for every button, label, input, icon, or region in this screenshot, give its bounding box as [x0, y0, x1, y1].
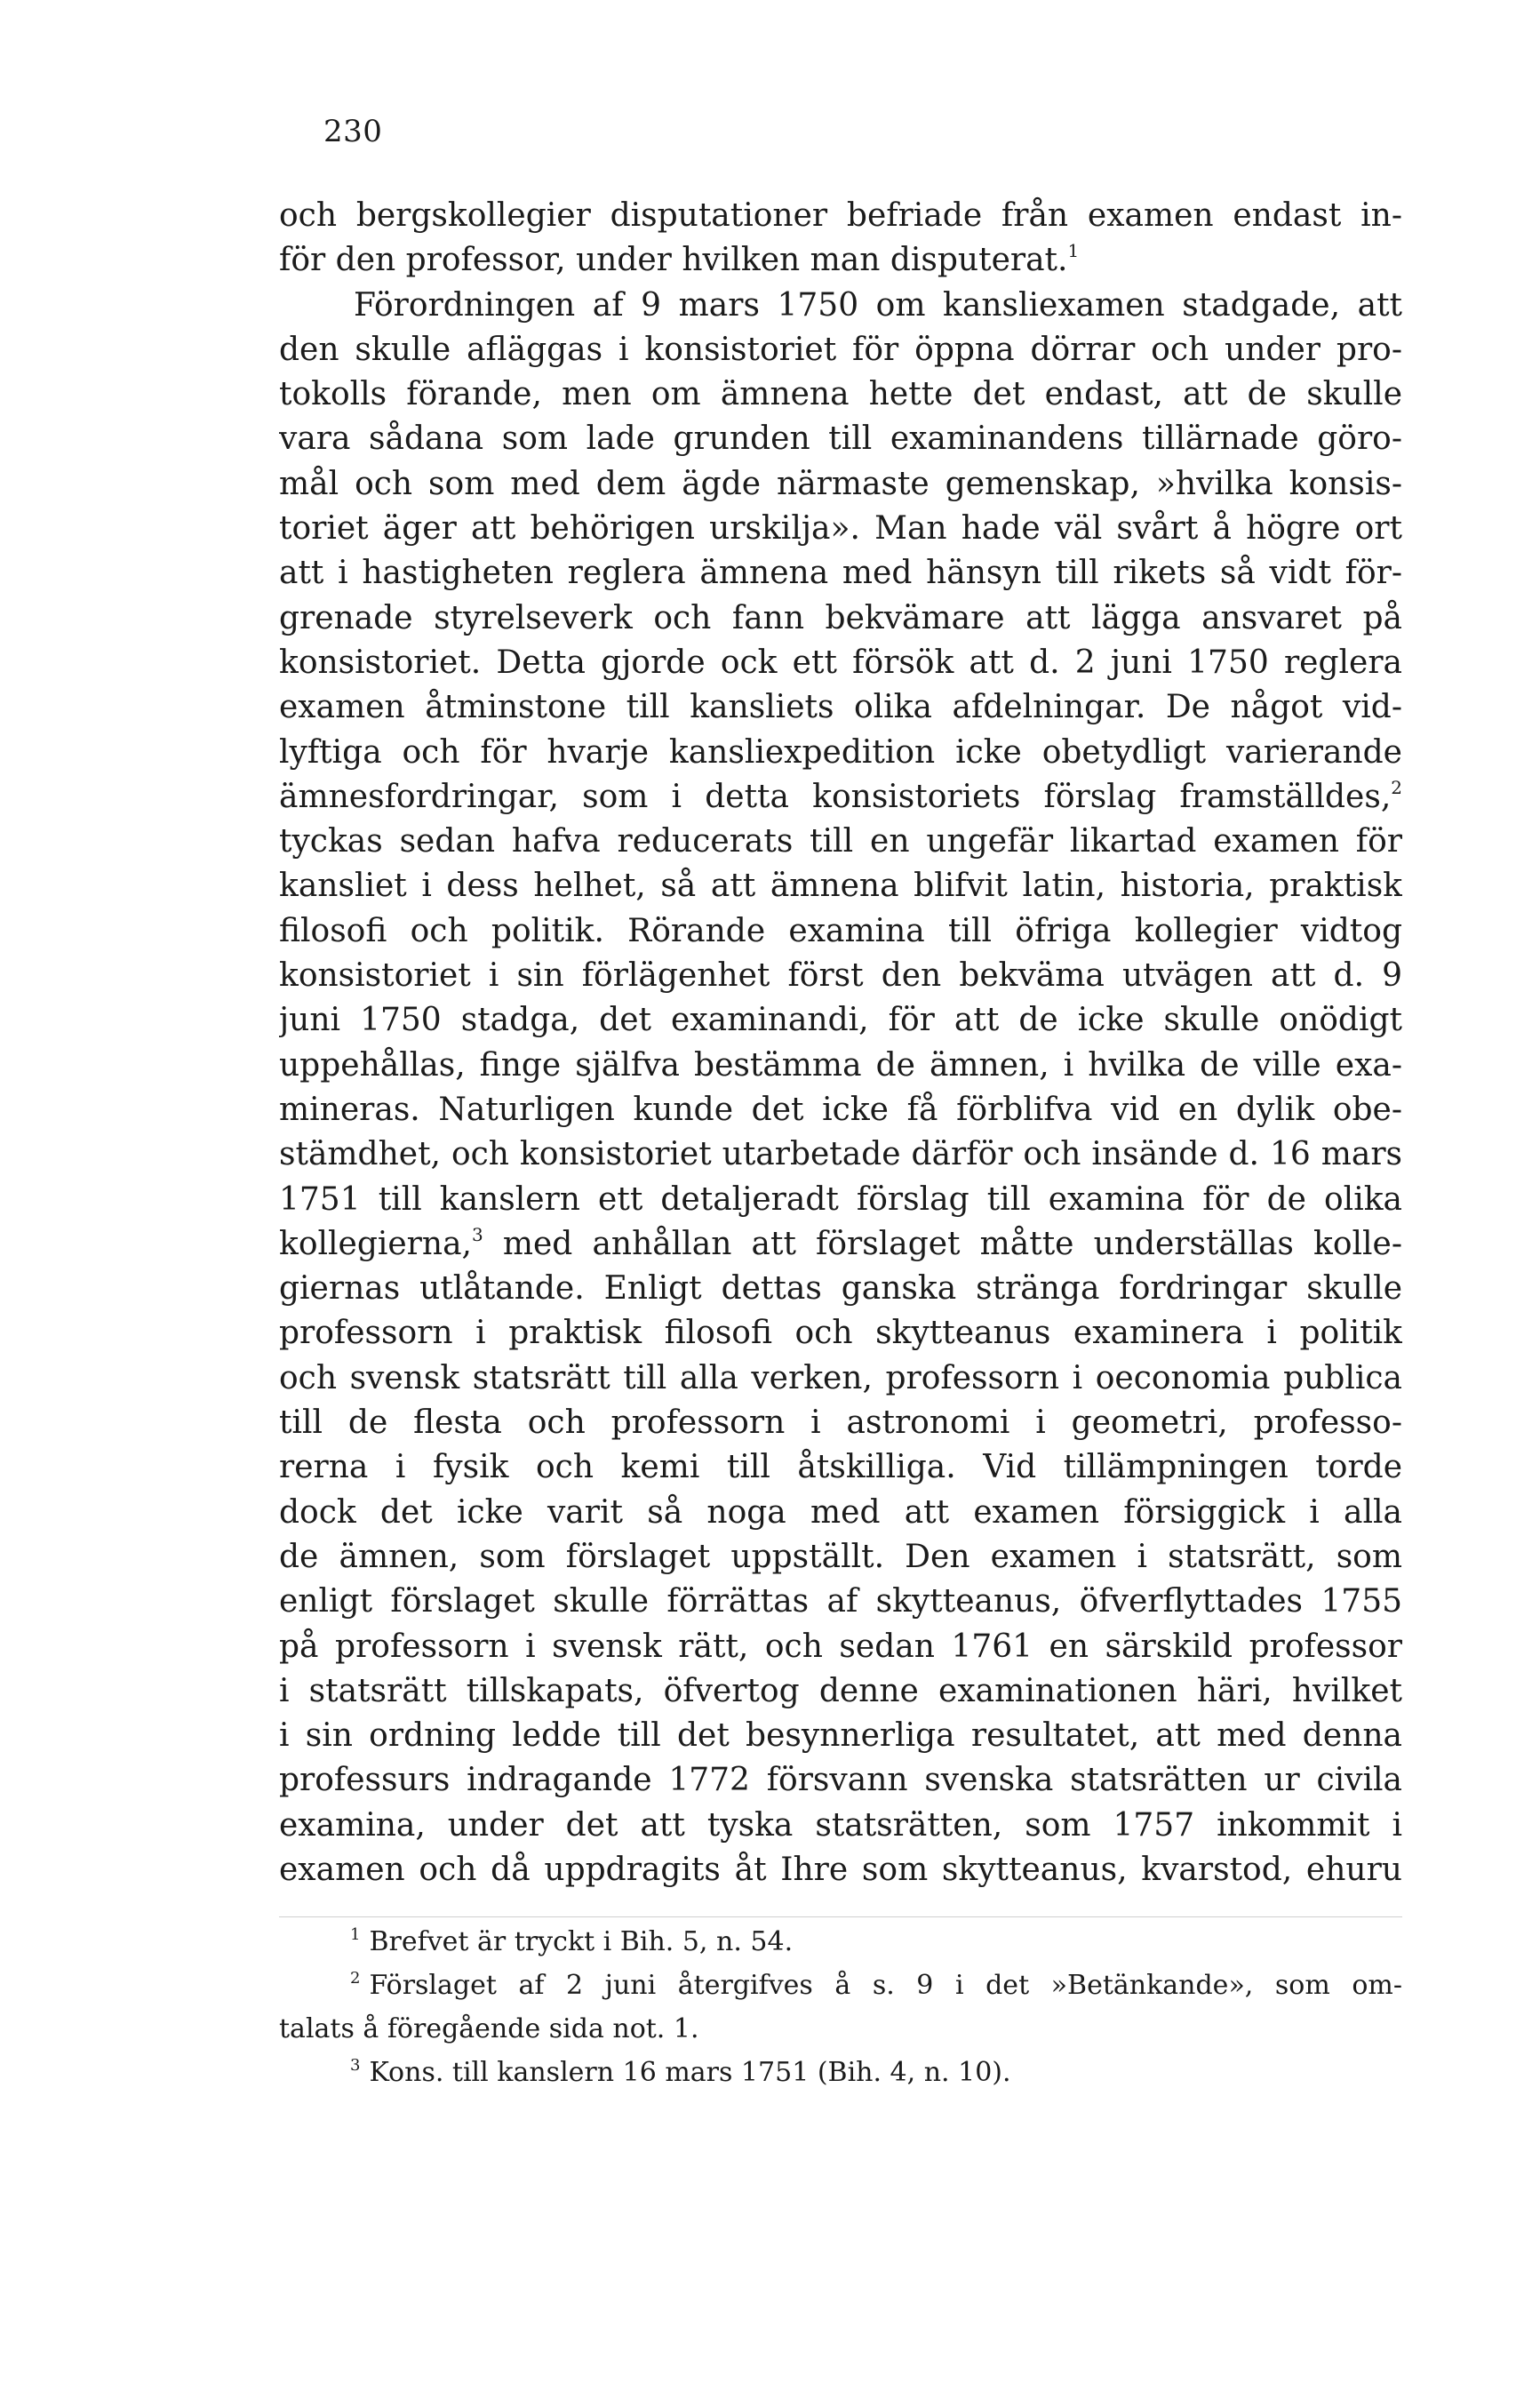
text-line [279, 864, 1402, 908]
footnote-marker: 2 [350, 1969, 361, 1988]
text-line [279, 372, 1402, 417]
text-line-content: dock det icke varit så noga med att examen försiggick i alla [279, 1493, 1402, 1531]
text-line-content: kollegierna, [279, 1225, 472, 1262]
text-line [279, 1356, 1402, 1401]
text-line [279, 1580, 1402, 1624]
footnote-marker: 1 [350, 1925, 361, 1944]
text-line [279, 1491, 1402, 1535]
text-line [279, 775, 1402, 820]
text-line [279, 1758, 1402, 1803]
text-line [279, 1445, 1402, 1490]
text-line [279, 1044, 1402, 1088]
footnote-line [279, 2051, 1402, 2094]
text-line-continuation: med anhållan att förslaget måtte underställas kolle- [483, 1225, 1402, 1262]
text-line-content: i sin ordning ledde till det besynnerliga resultatet, att med denna [279, 1717, 1402, 1755]
text-line-content: för den professor, under hvilken man disputerat. [279, 242, 1068, 279]
text-line [279, 731, 1402, 775]
text-line-content: att i hastigheten reglera ämnena med hänsyn till rikets så vidt för- [279, 555, 1402, 592]
footnote-text: talats å föregående sida not. 1. [279, 2013, 699, 2044]
text-line-content: lyftiga och för hvarje kansliexpedition icke obetydligt varierande [279, 733, 1402, 771]
text-line-content: enligt förslaget skulle förrättas af skytteanus, öfverflyttades 1755 [279, 1583, 1402, 1620]
text-line-content: i statsrätt tillskapats, öfvertog denne examinationen häri, hvilket [279, 1672, 1402, 1709]
footnote-text: Kons. till kanslern 16 mars 1751 (Bih. 4, n. 10). [369, 2057, 1011, 2088]
text-line [279, 1535, 1402, 1580]
text-line-content: kansliet i dess helhet, så att ämnena blifvit latin, historia, praktisk [279, 868, 1402, 905]
text-line-content: rerna i fysik och kemi till åtskilliga. Vid tillämpningen torde [279, 1449, 1402, 1486]
text-line-content: toriet äger att behörigen urskilja». Man hade väl svårt å högre ort [279, 510, 1402, 548]
footnote-text: Brefvet är tryckt i Bih. 5, n. 54. [369, 1926, 794, 1957]
footnote-line [279, 2007, 1402, 2051]
text-line-content: mål och som med dem ägde närmaste gemenskap, »hvilka konsis- [279, 465, 1402, 502]
text-line [279, 417, 1402, 461]
text-line [279, 551, 1402, 596]
text-line [279, 1178, 1402, 1222]
footnote-marker: 3 [350, 2056, 361, 2075]
text-line [279, 954, 1402, 998]
text-line-content: tyckas sedan hafva reducerats till en ungefär likartad examen för [279, 823, 1402, 860]
text-line-content: stämdhet, och konsistoriet utarbetade därför och insände d. 16 mars [279, 1136, 1402, 1173]
text-line [279, 998, 1402, 1043]
text-line-content: mineras. Naturligen kunde det icke få förblifva vid en dylik obe- [279, 1091, 1402, 1128]
footnote-reference: 3 [471, 1223, 483, 1245]
text-line-content: Förordningen af 9 mars 1750 om kansliexamen stadgade, att [354, 286, 1402, 324]
text-line [279, 1088, 1402, 1132]
text-line [279, 1311, 1402, 1356]
footnote-separator [279, 1916, 1402, 1917]
footnote-text: Förslaget af 2 juni återgifves å s. 9 i det »Betänkande», som om- [369, 1970, 1402, 2001]
text-line [279, 284, 1402, 328]
body-text [279, 194, 1402, 1892]
text-line [279, 1625, 1402, 1669]
text-line-content: grenade styrelseverk och fann bekvämare att lägga ansvaret på [279, 599, 1402, 636]
text-line-content: till de flesta och professorn i astronomi i geometri, professo- [279, 1404, 1402, 1442]
text-line [279, 1222, 1402, 1267]
text-line [279, 1132, 1402, 1177]
footnote-line [279, 1964, 1402, 2007]
text-line-content: filosofi och politik. Rörande examina till öfriga kollegier vidtog [279, 912, 1402, 949]
text-line [279, 909, 1402, 954]
text-line-content: examina, under det att tyska statsrätten, som 1757 inkommit i [279, 1806, 1402, 1844]
text-line [279, 1669, 1402, 1714]
text-line [279, 641, 1402, 685]
text-line [279, 194, 1402, 238]
text-line-content: examen och då uppdragits åt Ihre som skytteanus, kvarstod, ehuru [279, 1851, 1402, 1888]
text-line-content: de ämnen, som förslaget uppställt. Den examen i statsrätt, som [279, 1538, 1402, 1575]
text-line-content: och bergskollegier disputationer befriade från examen endast in- [279, 197, 1402, 234]
text-line [279, 596, 1402, 641]
text-line [279, 238, 1402, 283]
text-line-content: och svensk statsrätt till alla verken, professorn i oeconomia publica [279, 1359, 1402, 1396]
text-line-content: konsistoriet i sin förlägenhet först den bekväma utvägen att d. 9 [279, 957, 1402, 995]
text-line [279, 462, 1402, 507]
text-line [279, 1401, 1402, 1445]
footnotes [279, 1920, 1402, 2094]
text-line [279, 1714, 1402, 1758]
text-line-content: ämnesfordringar, som i detta konsistoriets förslag framställdes, [279, 778, 1392, 815]
text-line-content: på professorn i svensk rätt, och sedan 1761 en särskild professor [279, 1628, 1402, 1665]
footnote-line [279, 1920, 1402, 1964]
footnote-reference: 1 [1067, 240, 1080, 262]
text-line-content: den skulle afläggas i konsistoriet för öppna dörrar och under pro- [279, 331, 1402, 368]
text-line-content: konsistoriet. Detta gjorde ock ett försök att d. 2 juni 1750 reglera [279, 644, 1402, 681]
text-line [279, 507, 1402, 551]
text-line-content: uppehållas, finge själfva bestämma de ämnen, i hvilka de ville exa- [279, 1046, 1402, 1084]
text-line [279, 1848, 1402, 1892]
text-line-content: professorn i praktisk filosofi och skytteanus examinera i politik [279, 1315, 1402, 1352]
footnote-reference: 2 [1391, 776, 1402, 798]
text-line [279, 820, 1402, 864]
page-number: 230 [323, 114, 383, 149]
text-line [279, 1267, 1402, 1311]
text-line-content: 1751 till kanslern ett detaljeradt förslag till examina för de olika [279, 1180, 1402, 1218]
text-line-content: professurs indragande 1772 försvann svenska statsrätten ur civila [279, 1762, 1402, 1799]
text-line-content: vara sådana som lade grunden till examinandens tillärnade göro- [279, 420, 1402, 458]
text-line [279, 328, 1402, 372]
text-line-content: juni 1750 stadga, det examinandi, för att de icke skulle onödigt [279, 1002, 1402, 1039]
text-line-content: examen åtminstone till kansliets olika afdelningar. De något vid- [279, 689, 1402, 726]
text-line-content: tokolls förande, men om ämnena hette det endast, att de skulle [279, 376, 1402, 413]
text-line [279, 1804, 1402, 1848]
text-line [279, 685, 1402, 730]
text-line-content: giernas utlåtande. Enligt dettas ganska stränga fordringar skulle [279, 1270, 1402, 1308]
